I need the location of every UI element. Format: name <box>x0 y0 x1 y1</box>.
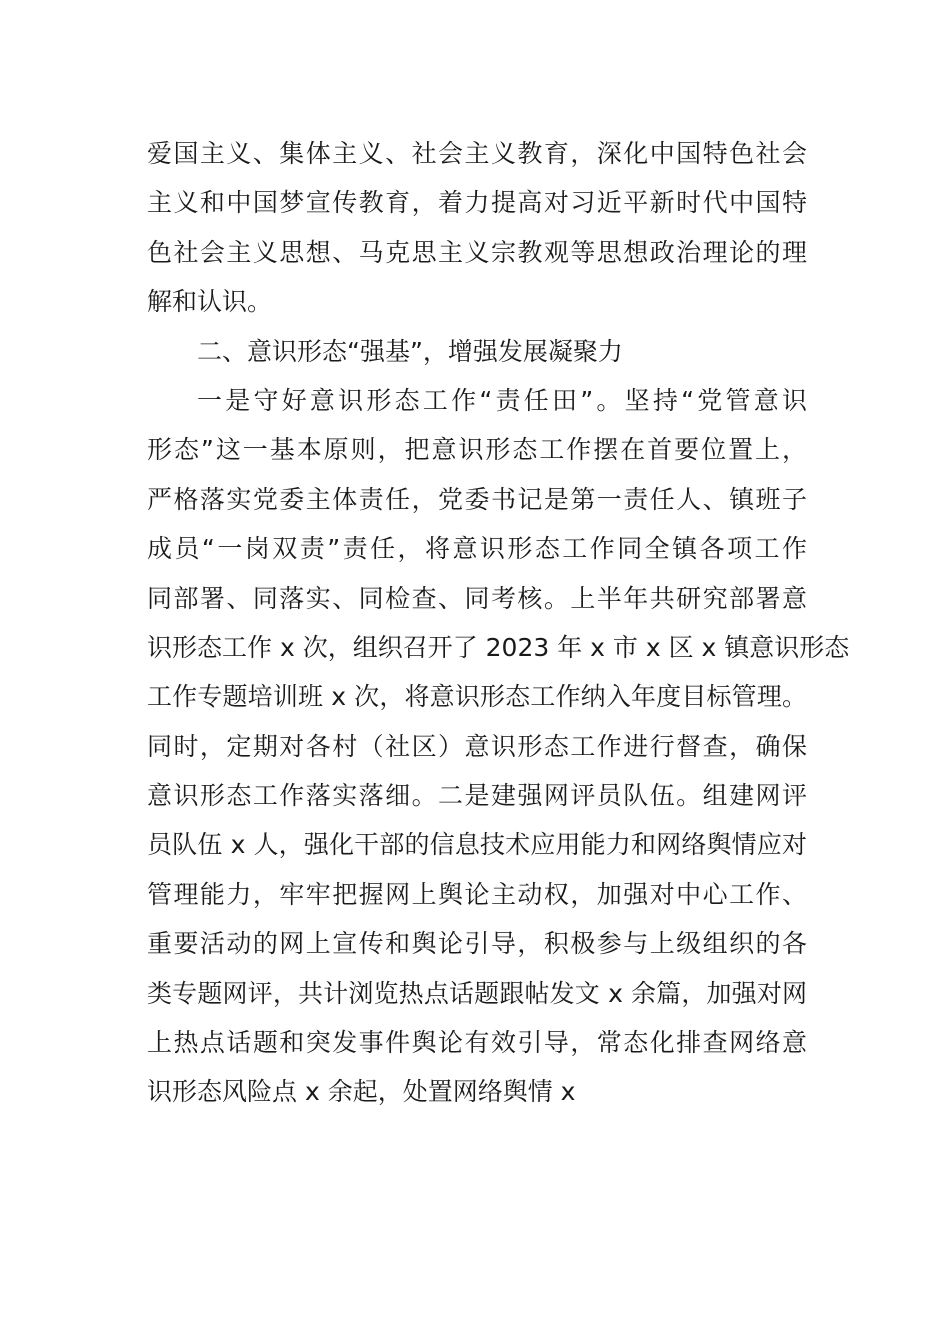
text-line: 重要活动的网上宣传和舆论引导，积极参与上级组织的各 <box>147 929 807 959</box>
text-line: 同时，定期对各村（社区）意识形态工作进行督查，确保 <box>147 731 807 761</box>
section-heading: 二、意识形态“强基”，增强发展凝聚力 <box>197 336 623 366</box>
text-line: 爱国主义、集体主义、社会主义教育，深化中国特色社会 <box>147 139 807 168</box>
text-line: 上热点话题和突发事件舆论有效引导，常态化排查网络意 <box>147 1028 807 1058</box>
text-line: 一是守好意识形态工作“责任田”。坚持“党管意识 <box>197 385 807 415</box>
document-body <box>147 129 850 1117</box>
text-line: 形态”这一基本原则，把意识形态工作摆在首要位置上， <box>147 435 807 465</box>
text-line: 识形态工作 x 次，组织召开了 2023 年 x 市 x 区 x 镇意识形态 <box>147 632 850 662</box>
text-line: 工作专题培训班 x 次，将意识形态工作纳入年度目标管理。 <box>147 682 807 712</box>
text-line: 成员“一岗双责”责任，将意识形态工作同全镇各项工作 <box>147 534 807 564</box>
text-line: 意识形态工作落实落细。二是建强网评员队伍。组建网评 <box>147 781 807 811</box>
text-line: 解和认识。 <box>147 287 273 317</box>
text-line: 同部署、同落实、同检查、同考核。上半年共研究部署意 <box>147 583 807 613</box>
text-line: 严格落实党委主体责任，党委书记是第一责任人、镇班子 <box>147 484 807 514</box>
text-line: 色社会主义思想、马克思主义宗教观等思想政治理论的理 <box>147 237 807 267</box>
text-line: 识形态风险点 x 余起，处置网络舆情 x <box>147 1077 576 1107</box>
text-line: 员队伍 x 人，强化干部的信息技术应用能力和网络舆情应对 <box>147 830 807 860</box>
text-line: 主义和中国梦宣传教育，着力提高对习近平新时代中国特 <box>147 188 807 218</box>
text-line: 类专题网评，共计浏览热点话题跟帖发文 x 余篇，加强对网 <box>147 978 807 1008</box>
text-line: 管理能力，牢牢把握网上舆论主动权，加强对中心工作、 <box>147 879 807 909</box>
